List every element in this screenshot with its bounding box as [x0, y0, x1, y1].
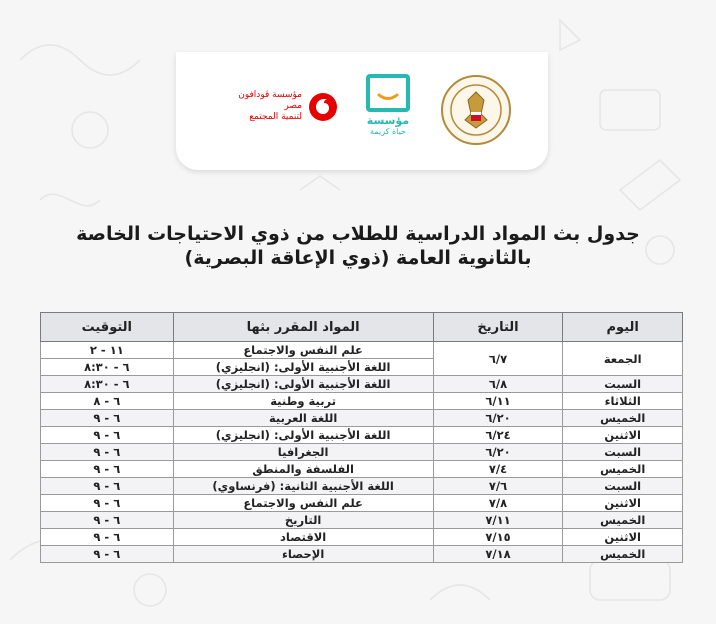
- table-row: [41, 529, 683, 546]
- cell-subject: اللغة الأجنبية الأولى: (انجليزي): [173, 427, 433, 444]
- vodafone-text: [220, 90, 302, 123]
- cell-day: السبت: [563, 444, 683, 461]
- cell-day: الاثنين: [563, 427, 683, 444]
- table-header-row: [41, 313, 683, 342]
- hayah-kareema-logo: [362, 74, 414, 152]
- cell-date: ٧/٨: [433, 495, 563, 512]
- cell-date: ٦/٢٠: [433, 444, 563, 461]
- vodafone-line-2: مصر: [284, 101, 302, 111]
- table-row: [41, 495, 683, 512]
- cell-day: السبت: [563, 376, 683, 393]
- cell-subject: علم النفس والاجتماع: [173, 495, 433, 512]
- cell-time: ٦ - ٩: [41, 495, 174, 512]
- cell-time: ٦ - ٩: [41, 410, 174, 427]
- cell-date: ٧/٦: [433, 478, 563, 495]
- header-time: التوقيت: [41, 313, 174, 342]
- cell-time: ٦ - ٨: [41, 393, 174, 410]
- cell-subject: اللغة الأجنبية الثانية: (فرنساوي): [173, 478, 433, 495]
- cell-day: الخميس: [563, 512, 683, 529]
- table-row: [41, 376, 683, 393]
- cell-time: ٦ - ٩: [41, 478, 174, 495]
- table-row: [41, 546, 683, 563]
- cell-date: ٦/٢٤: [433, 427, 563, 444]
- cell-date: ٧/١١: [433, 512, 563, 529]
- vodafone-line-1: مؤسسة ڤودافون: [238, 90, 302, 100]
- broadcast-schedule-table: [40, 312, 683, 563]
- cell-time: ٦ - ٨:٣٠: [41, 376, 174, 393]
- cell-time: ١١ - ٢: [41, 342, 174, 359]
- cell-subject: الجغرافيا: [173, 444, 433, 461]
- cell-subject: تربية وطنية: [173, 393, 433, 410]
- cell-day: الاثنين: [563, 495, 683, 512]
- table-row: [41, 393, 683, 410]
- kareem-subtitle: حياة كريمة: [370, 127, 406, 136]
- cell-time: ٦ - ٩: [41, 546, 174, 563]
- cell-day: السبت: [563, 478, 683, 495]
- table-row: [41, 342, 683, 359]
- cell-subject: التاريخ: [173, 512, 433, 529]
- smile-icon: [370, 78, 406, 108]
- header-subject: المواد المقرر بثها: [173, 313, 433, 342]
- cell-time: ٦ - ٩: [41, 529, 174, 546]
- table-row: [41, 478, 683, 495]
- table-row: [41, 461, 683, 478]
- cell-date: ٦/٧: [433, 342, 563, 376]
- cell-time: ٦ - ٩: [41, 461, 174, 478]
- cell-day: الخميس: [563, 546, 683, 563]
- schedule-title: [30, 222, 686, 270]
- cell-date: ٧/٤: [433, 461, 563, 478]
- title-line-2: بالثانوية العامة (ذوي الإعاقة البصرية): [184, 247, 532, 269]
- cell-subject: اللغة الأجنبية الأولى: (انجليزي): [173, 359, 433, 376]
- cell-date: ٧/١٨: [433, 546, 563, 563]
- table-row: [41, 512, 683, 529]
- cell-subject: علم النفس والاجتماع: [173, 342, 433, 359]
- cell-time: ٦ - ٩: [41, 427, 174, 444]
- logo-banner: [176, 52, 548, 170]
- table-row: [41, 427, 683, 444]
- cell-subject: الاقتصاد: [173, 529, 433, 546]
- vodafone-line-3: لتنمية المجتمع: [249, 112, 302, 122]
- cell-subject: اللغة الأجنبية الأولى: (انجليزي): [173, 376, 433, 393]
- cell-date: ٦/٨: [433, 376, 563, 393]
- cell-subject: الإحصاء: [173, 546, 433, 563]
- cell-time: ٦ - ٩: [41, 444, 174, 461]
- cell-day: الخميس: [563, 410, 683, 427]
- cell-subject: اللغة العربية: [173, 410, 433, 427]
- vodafone-foundation-logo: [220, 90, 338, 138]
- cell-time: ٦ - ٩: [41, 512, 174, 529]
- header-day: اليوم: [563, 313, 683, 342]
- cell-date: ٧/١٥: [433, 529, 563, 546]
- cell-day: الاثنين: [563, 529, 683, 546]
- cell-date: ٦/٢٠: [433, 410, 563, 427]
- ministry-seal-logo: [440, 74, 512, 146]
- kareem-box-icon: [366, 74, 410, 112]
- cell-time: ٦ - ٨:٣٠: [41, 359, 174, 376]
- table-row: [41, 444, 683, 461]
- vodafone-speechmark-icon: [308, 92, 338, 122]
- cell-day: الثلاثاء: [563, 393, 683, 410]
- kareem-name: مؤسسة: [366, 114, 410, 127]
- cell-day: الجمعة: [563, 342, 683, 376]
- table-row: [41, 410, 683, 427]
- title-line-1: جدول بث المواد الدراسية للطلاب من ذوي الاحتياجات الخاصة: [76, 223, 640, 245]
- cell-day: الخميس: [563, 461, 683, 478]
- cell-date: ٦/١١: [433, 393, 563, 410]
- cell-subject: الفلسفة والمنطق: [173, 461, 433, 478]
- header-date: التاريخ: [433, 313, 563, 342]
